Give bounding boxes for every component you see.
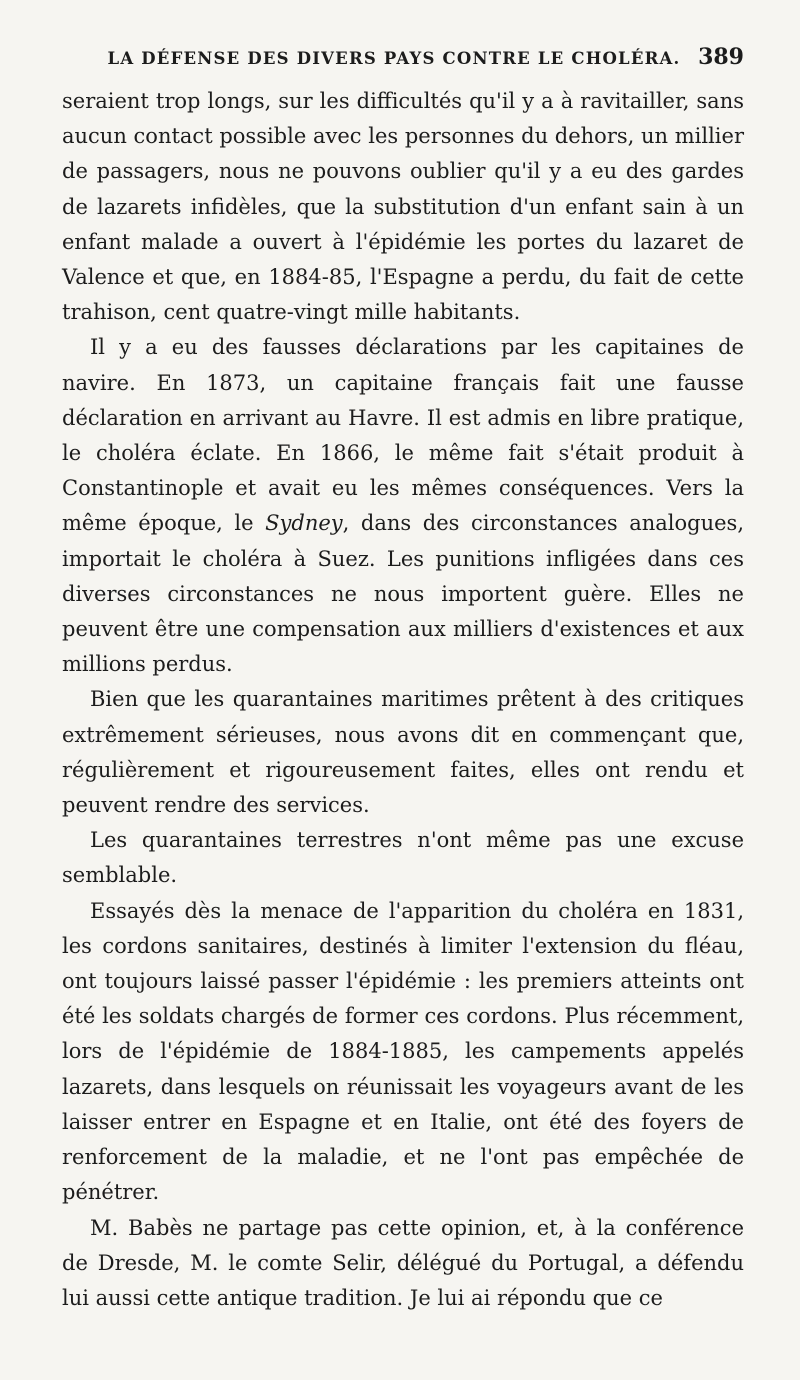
paragraph-text: , dans des circonstances analogues, importait le choléra à Suez. Les punitions infligées dans ces diverses circonstances ne nous importent guère. Elles ne peuvent être une compensation aux milliers d'existences et aux millions perdus. [62,511,745,677]
running-title: LA DÉFENSE DES DIVERS PAYS CONTRE LE CHOLÉRA. [107,49,681,68]
paragraph-babes: M. Babès ne partage pas cette opinion, et, à la conférence de Dresde, M. le comte Selir, délégué du Portugal, a défendu lui aussi cette antique tradition. Je lui ai répondu que ce [62,1215,744,1310]
paragraph-sanitary-cordons: Essayés dès la menace de l'apparition du choléra en 1831, les cordons sanitaires, destinés à limiter l'extension du fléau, ont toujours laissé passer l'épidémie : les premiers atteints ont été les soldats chargés de former ces cordons. Plus récemment, lors de l'épidémie de 1884-1885, les campements appelés lazarets, dans lesquels on réunissait les voyageurs avant de les laisser entrer en Espagne et en Italie, ont été des foyers de renforcement de la maladie, et ne l'ont pas empêchée de pénétrer. [62,898,744,1205]
ship-name: Sydney [265,511,343,536]
body-text [62,84,744,1316]
page-number: 389 [698,44,744,70]
paragraph-land-quarantines: Les quarantaines terrestres n'ont même pas une excuse semblable. [62,828,744,888]
paragraph-false-declarations [62,330,744,682]
paragraph-maritime-quarantines: Bien que les quarantaines maritimes prêtent à des critiques extrêmement sérieuses, nous avons dit en commençant que, régulièrement et rigoureusement faites, elles ont rendu et peuvent rendre des services. [62,687,744,818]
paragraph-text: Il y a eu des fausses déclarations par les capitaines de navire. En 1873, un capitaine français fait une fausse déclaration en arrivant au Havre. Il est admis en libre pratique, le choléra éclate. En 1866, le même fait s'était produit à Constantinople et avait eu les mêmes conséquences. Vers la même époque, le [62,335,744,536]
paragraph-continued: seraient trop longs, sur les difficultés qu'il y a à ravitailler, sans aucun contact possible avec les personnes du dehors, un millier de passagers, nous ne pouvons oublier qu'il y a eu des gardes de lazarets infidèles, que la substitution d'un enfant sain à un enfant malade a ouvert à l'épidémie les portes du lazaret de Valence et que, en 1884-85, l'Espagne a perdu, du fait de cette trahison, cent quatre-vingt mille habitants. [62,89,744,325]
page-header [62,44,744,70]
